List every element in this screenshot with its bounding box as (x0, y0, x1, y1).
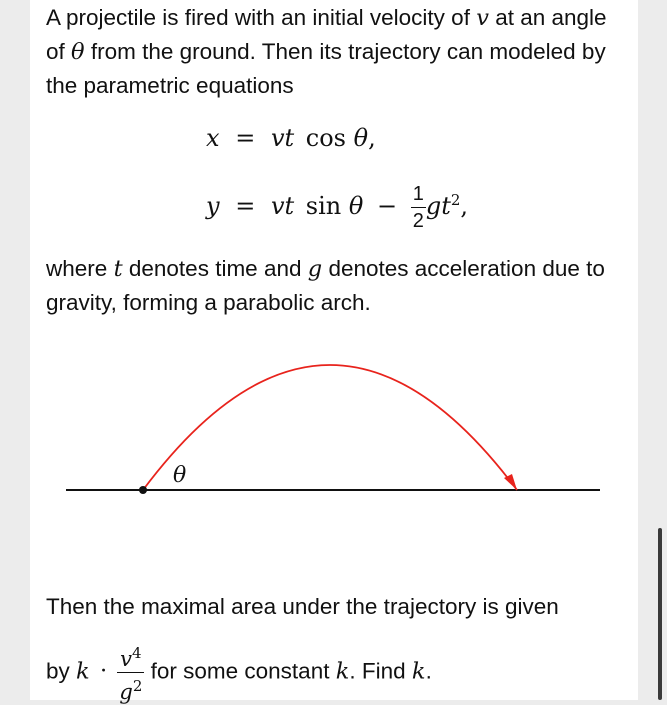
eq1-comma: , (368, 124, 376, 152)
scrollbar-thumb[interactable] (658, 528, 662, 700)
var-g: g (307, 256, 323, 282)
var-t: t (113, 256, 123, 282)
launch-point (139, 486, 147, 494)
answer-text-2: for some constant (150, 658, 330, 684)
frac-g2 (117, 673, 144, 705)
intro-text-3: from the ground. Then its trajectory can modeled by the parametric equations (46, 39, 606, 98)
by-text: by (46, 658, 70, 684)
trajectory-diagram (30, 0, 638, 520)
frac-g-exp: 2 (132, 677, 143, 695)
frac-v4 (117, 640, 144, 673)
eq2-equals: = (235, 192, 256, 220)
dot-operator: · (99, 658, 108, 685)
frac-denominator: 2 (412, 210, 424, 232)
var-k3: k (411, 658, 426, 685)
eq2-gt: gt (425, 192, 451, 220)
v4-over-g2-fraction (117, 640, 144, 705)
var-k2: k (335, 658, 350, 685)
frac-numerator: 1 (411, 181, 426, 208)
eq2-lhs: y (206, 192, 220, 220)
def-text-2: denotes time and (128, 256, 302, 281)
var-k: k (76, 658, 90, 685)
eq1-equals: = (235, 124, 256, 152)
eq1-vt: vt (270, 124, 295, 152)
angle-label: θ (173, 463, 187, 488)
eq2-exponent: 2 (450, 191, 461, 209)
answer-paragraph (46, 640, 626, 705)
eq1-theta: θ (353, 124, 369, 152)
var-theta: θ (71, 39, 85, 65)
area-text: Then the maximal area under the trajectory is given (46, 594, 559, 619)
trajectory-arc (143, 365, 517, 490)
answer-end: . (425, 658, 432, 684)
def-text-1: where (46, 256, 108, 281)
frac-v-exp: 4 (132, 644, 142, 662)
eq2-comma: , (460, 192, 469, 220)
eq2-sin: sin (305, 192, 342, 220)
frac-v: v (120, 647, 133, 671)
def-text-3: denotes acceleration due to gravity, forming a parabolic arch. (46, 256, 605, 315)
eq1-cos: cos (305, 124, 346, 152)
area-paragraph (46, 590, 626, 623)
frac-g: g (119, 680, 133, 704)
intro-text-1: A projectile is fired with an initial velocity of (46, 5, 470, 30)
intro-text-2: at an angle of (46, 5, 607, 64)
eq2-minus: − (376, 192, 398, 220)
eq1-lhs: x (206, 124, 220, 152)
eq2-vt: vt (270, 192, 295, 220)
eq2-theta: θ (348, 192, 364, 220)
answer-text-3: . Find (349, 658, 406, 684)
var-v: v (476, 5, 489, 31)
question-card (30, 0, 638, 704)
